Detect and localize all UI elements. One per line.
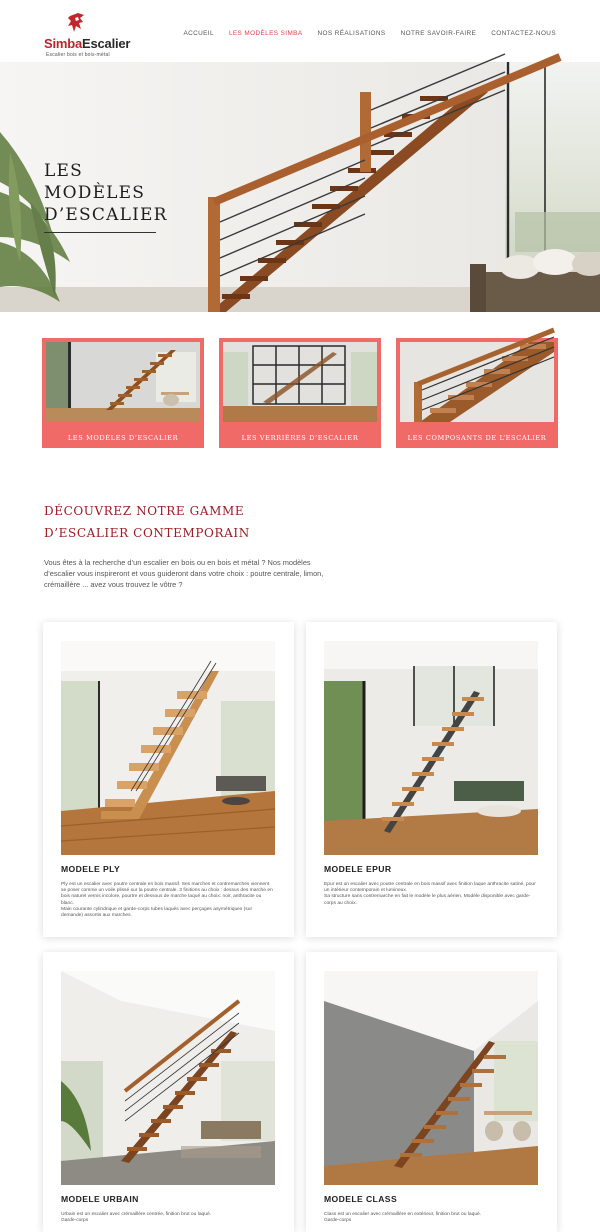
nav-item-savoir-faire[interactable]: NOTRE SAVOIR-FAIRE bbox=[400, 30, 477, 37]
category-card-composants[interactable] bbox=[396, 338, 558, 448]
model-image bbox=[324, 641, 538, 855]
model-image bbox=[61, 641, 275, 855]
section-title bbox=[44, 500, 250, 544]
model-card-urbain[interactable] bbox=[43, 952, 294, 1232]
section-intro: Vous êtes à la recherche d’un escalier en bois ou en bois et métal ? Nos modèles d’escalier vous inspireront et vous guideront dans votre choix : poutre centrale, limon, crémaillère ... avez vous trouvez le vôtre ? bbox=[44, 558, 324, 589]
category-card-modeles[interactable] bbox=[42, 338, 204, 448]
stair-components-photo-icon bbox=[400, 342, 554, 422]
staircase-photo-icon bbox=[46, 342, 200, 422]
model-name: MODELE CLASS bbox=[324, 1194, 398, 1204]
brand-logo[interactable] bbox=[44, 12, 131, 58]
brand-tagline: Escalier bois et bois-métal bbox=[46, 52, 110, 58]
category-image bbox=[46, 342, 200, 422]
category-image bbox=[223, 342, 377, 422]
hero-title-underline bbox=[44, 232, 156, 233]
hero-title bbox=[44, 160, 168, 226]
category-label: LES COMPOSANTS DE L’ESCALIER bbox=[407, 434, 547, 442]
hero-banner bbox=[0, 62, 600, 312]
hero-title-line: D’ESCALIER bbox=[44, 205, 168, 225]
model-image bbox=[324, 971, 538, 1185]
class-staircase-photo-icon bbox=[324, 971, 538, 1185]
model-card-class[interactable] bbox=[306, 952, 557, 1232]
ply-staircase-photo-icon bbox=[61, 641, 275, 855]
model-description: Ply est un escalier avec poutre centrale en bois massif. Ses marches et contremarches viennent se poser comme un voile plissé sur la poutre centrale. 3 finitions au choix : dessus des marche en bois naturel vernis incolore, pourtre et dessous de marche laqué au choix: noir, anthracite ou blanc. Main courante cylindrique et garde-corps tubes laqués avec perçages asymétriques (sur demande) assortis aux marches. bbox=[61, 882, 273, 919]
model-name: MODELE PLY bbox=[61, 864, 121, 874]
model-name: MODELE URBAIN bbox=[61, 1194, 139, 1204]
brand-name-part2: Escalier bbox=[82, 36, 131, 51]
model-name: MODELE EPUR bbox=[324, 864, 392, 874]
hero-title-line: LES bbox=[44, 161, 83, 181]
epur-staircase-photo-icon bbox=[324, 641, 538, 855]
section-title-line: DÉCOUVREZ NOTRE GAMME bbox=[44, 504, 245, 518]
category-label: LES MODÈLES D’ESCALIER bbox=[67, 434, 179, 442]
category-image bbox=[400, 342, 554, 422]
glass-partition-photo-icon bbox=[223, 342, 377, 422]
site-header bbox=[0, 0, 600, 62]
category-label: LES VERRIÈRES D’ESCALIER bbox=[241, 434, 359, 442]
urbain-staircase-photo-icon bbox=[61, 971, 275, 1185]
nav-item-realisations[interactable]: NOS RÉALISATIONS bbox=[317, 30, 386, 37]
model-card-epur[interactable] bbox=[306, 622, 557, 937]
model-card-ply[interactable] bbox=[43, 622, 294, 937]
nav-item-accueil[interactable]: ACCUEIL bbox=[183, 30, 214, 37]
brand-name-part1: Simba bbox=[44, 36, 83, 51]
brand-name bbox=[44, 36, 130, 51]
lion-logo-icon bbox=[66, 12, 86, 34]
model-description: Epur est un escalier avec poutre centrale en bois massif avec finition laque anthracite satiné, pour un intérieur contemporain et lumineux. Sa structure sans contremarche en fait le modèle le plus aérien. Modèle disponible avec garde-corps au choix. bbox=[324, 882, 536, 906]
model-image bbox=[61, 971, 275, 1185]
section-title-line: D’ESCALIER CONTEMPORAIN bbox=[44, 526, 250, 540]
category-card-verrieres[interactable] bbox=[219, 338, 381, 448]
nav-item-modeles[interactable]: LES MODÈLES SIMBA bbox=[228, 30, 303, 37]
model-description: Urbain est un escalier avec crémaillère centrée, finition brut ou laqué. Garde-corps bbox=[61, 1212, 212, 1224]
main-nav bbox=[183, 30, 556, 37]
nav-item-contact[interactable]: CONTACTEZ-NOUS bbox=[491, 30, 556, 37]
hero-title-line: MODÈLES bbox=[44, 183, 146, 203]
model-description: Class est un escalier avec crémaillère en extérieur, finition brut ou laqué. Garde-corps bbox=[324, 1212, 482, 1224]
